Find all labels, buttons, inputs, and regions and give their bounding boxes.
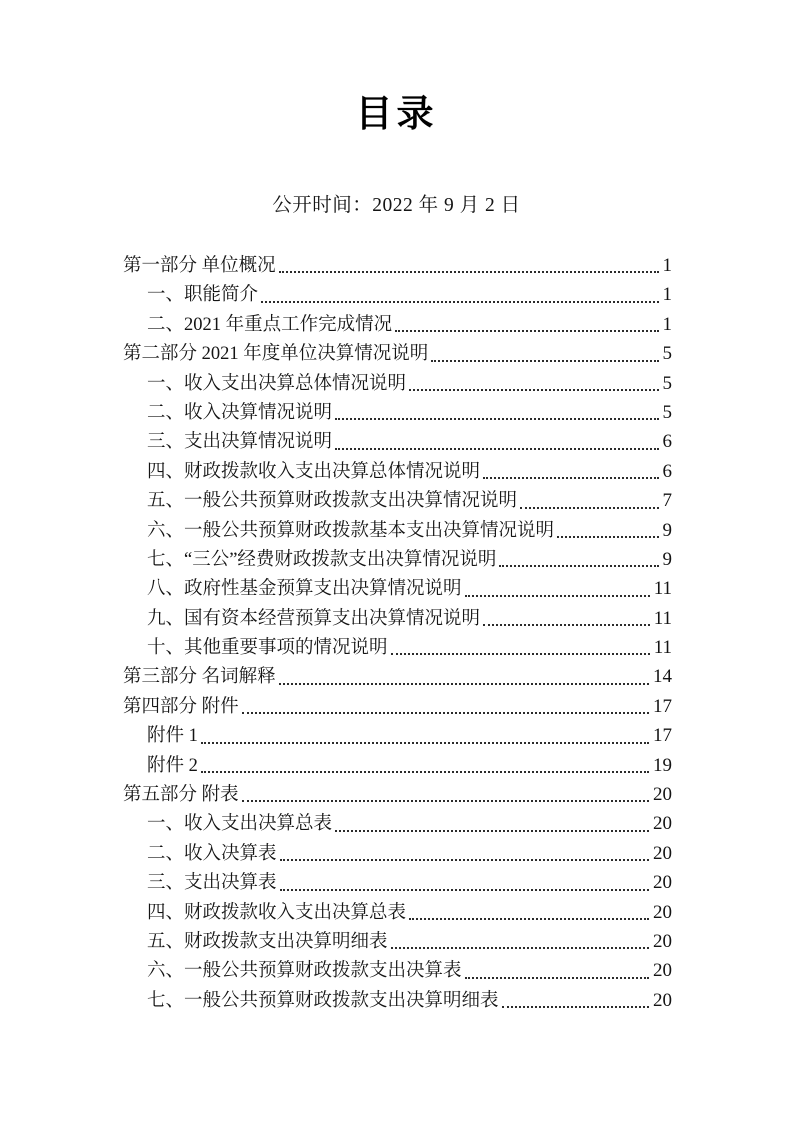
toc-entry-page: 17	[653, 725, 672, 747]
toc-entry-page: 5	[662, 343, 672, 365]
toc-entry	[123, 604, 672, 633]
toc-entry	[123, 339, 672, 368]
dot-leader	[557, 536, 658, 538]
toc-entry-page: 20	[653, 842, 672, 864]
toc-entry-page: 20	[653, 784, 672, 806]
dot-leader	[483, 477, 658, 479]
toc-entry	[123, 486, 672, 515]
dot-leader	[242, 800, 649, 802]
dot-leader	[502, 1006, 649, 1008]
toc-entry	[123, 574, 672, 603]
toc-entry	[123, 457, 672, 486]
toc-entry-label: 一、收入支出决算总体情况说明	[147, 373, 407, 394]
toc-entry-label: 三、支出决算情况说明	[147, 432, 333, 453]
toc-entry	[123, 751, 672, 780]
toc-entry	[123, 721, 672, 750]
toc-entry-label: 第三部分 名词解释	[123, 667, 276, 688]
dot-leader	[409, 389, 658, 391]
toc-entry-label: 十、其他重要事项的情况说明	[147, 638, 388, 659]
toc-entry-page: 5	[662, 401, 672, 423]
toc-entry-page: 17	[653, 695, 672, 717]
toc-entry-label: 七、“三公”经费财政拨款支出决算情况说明	[147, 549, 497, 570]
toc-entry	[123, 516, 672, 545]
toc-entry	[123, 839, 672, 868]
toc-entry-page: 7	[662, 490, 672, 512]
toc-entry-page: 1	[662, 313, 672, 335]
toc-entry-page: 9	[662, 548, 672, 570]
toc-entry	[123, 692, 672, 721]
toc-entry	[123, 369, 672, 398]
toc-entry-page: 19	[653, 754, 672, 776]
dot-leader	[201, 742, 649, 744]
toc-entry	[123, 427, 672, 456]
dot-leader	[520, 507, 658, 509]
toc-entry-page: 6	[662, 460, 672, 482]
dot-leader	[335, 830, 649, 832]
dot-leader	[279, 271, 659, 273]
toc-entry-page: 20	[653, 989, 672, 1011]
toc-entry-page: 5	[662, 372, 672, 394]
dot-leader	[391, 947, 649, 949]
toc-entry	[123, 545, 672, 574]
toc-entry-label: 五、财政拨款支出决算明细表	[147, 931, 388, 952]
toc-entry-label: 四、财政拨款收入支出决算总表	[147, 902, 407, 923]
toc-entry	[123, 927, 672, 956]
toc-entry-label: 第一部分 单位概况	[123, 256, 276, 276]
toc-entry	[123, 780, 672, 809]
toc-entry	[123, 251, 672, 280]
page-title: 目录	[355, 92, 438, 135]
toc-entry	[123, 633, 672, 662]
toc-entry-label: 二、2021 年重点工作完成情况	[147, 314, 393, 335]
dot-leader	[465, 595, 650, 597]
toc-entry-label: 二、收入决算表	[147, 843, 277, 864]
toc-entry	[123, 809, 672, 838]
toc-entry-label: 四、财政拨款收入支出决算总体情况说明	[147, 461, 481, 482]
table-of-contents	[123, 251, 672, 1015]
toc-entry-label: 一、收入支出决算总表	[147, 814, 333, 835]
dot-leader	[335, 448, 658, 450]
dot-leader	[201, 771, 649, 773]
dot-leader	[280, 889, 649, 891]
dot-leader	[409, 918, 649, 920]
toc-entry-label: 第四部分 附件	[123, 696, 239, 717]
dot-leader	[499, 565, 658, 567]
toc-entry-page: 9	[662, 519, 672, 541]
toc-entry-label: 六、一般公共预算财政拨款支出决算表	[147, 961, 462, 982]
toc-entry	[123, 956, 672, 985]
toc-entry-label: 五、一般公共预算财政拨款支出决算情况说明	[147, 491, 518, 512]
dot-leader	[391, 653, 650, 655]
dot-leader	[280, 859, 649, 861]
toc-entry-page: 20	[653, 930, 672, 952]
toc-entry-label: 第五部分 附表	[123, 785, 239, 806]
dot-leader	[431, 360, 658, 362]
toc-entry-page: 20	[653, 813, 672, 835]
publish-time: 公开时间：2022 年 9 月 2 日	[272, 195, 521, 216]
toc-entry-page: 11	[653, 607, 672, 629]
toc-entry-page: 11	[653, 578, 672, 600]
toc-entry-page: 14	[653, 666, 672, 688]
toc-entry-label: 一、职能简介	[147, 285, 259, 306]
toc-entry-page: 11	[653, 637, 672, 659]
toc-entry	[123, 898, 672, 927]
toc-entry	[123, 398, 672, 427]
toc-entry-label: 八、政府性基金预算支出决算情况说明	[147, 579, 462, 600]
toc-entry	[123, 280, 672, 309]
toc-entry-label: 第二部分 2021 年度单位决算情况说明	[123, 344, 429, 365]
toc-entry	[123, 310, 672, 339]
dot-leader	[261, 301, 658, 303]
toc-entry-page: 6	[662, 431, 672, 453]
toc-entry-page: 1	[662, 255, 672, 276]
dot-leader	[242, 712, 649, 714]
dot-leader	[335, 418, 658, 420]
dot-leader	[395, 330, 658, 332]
toc-entry-label: 三、支出决算表	[147, 873, 277, 894]
toc-entry-page: 20	[653, 872, 672, 894]
toc-entry-label: 六、一般公共预算财政拨款基本支出决算情况说明	[147, 520, 555, 541]
toc-entry-page: 20	[653, 901, 672, 923]
toc-entry-label: 七、一般公共预算财政拨款支出决算明细表	[147, 990, 499, 1011]
dot-leader	[483, 624, 650, 626]
toc-entry-page: 1	[662, 284, 672, 306]
toc-entry	[123, 986, 672, 1015]
toc-entry	[123, 868, 672, 897]
toc-entry-label: 九、国有资本经营预算支出决算情况说明	[147, 608, 481, 629]
dot-leader	[279, 683, 649, 685]
toc-entry	[123, 662, 672, 691]
toc-entry-label: 附件 1	[147, 726, 198, 747]
dot-leader	[465, 977, 649, 979]
toc-entry-label: 二、收入决算情况说明	[147, 402, 333, 423]
toc-entry-page: 20	[653, 960, 672, 982]
toc-entry-label: 附件 2	[147, 755, 198, 776]
